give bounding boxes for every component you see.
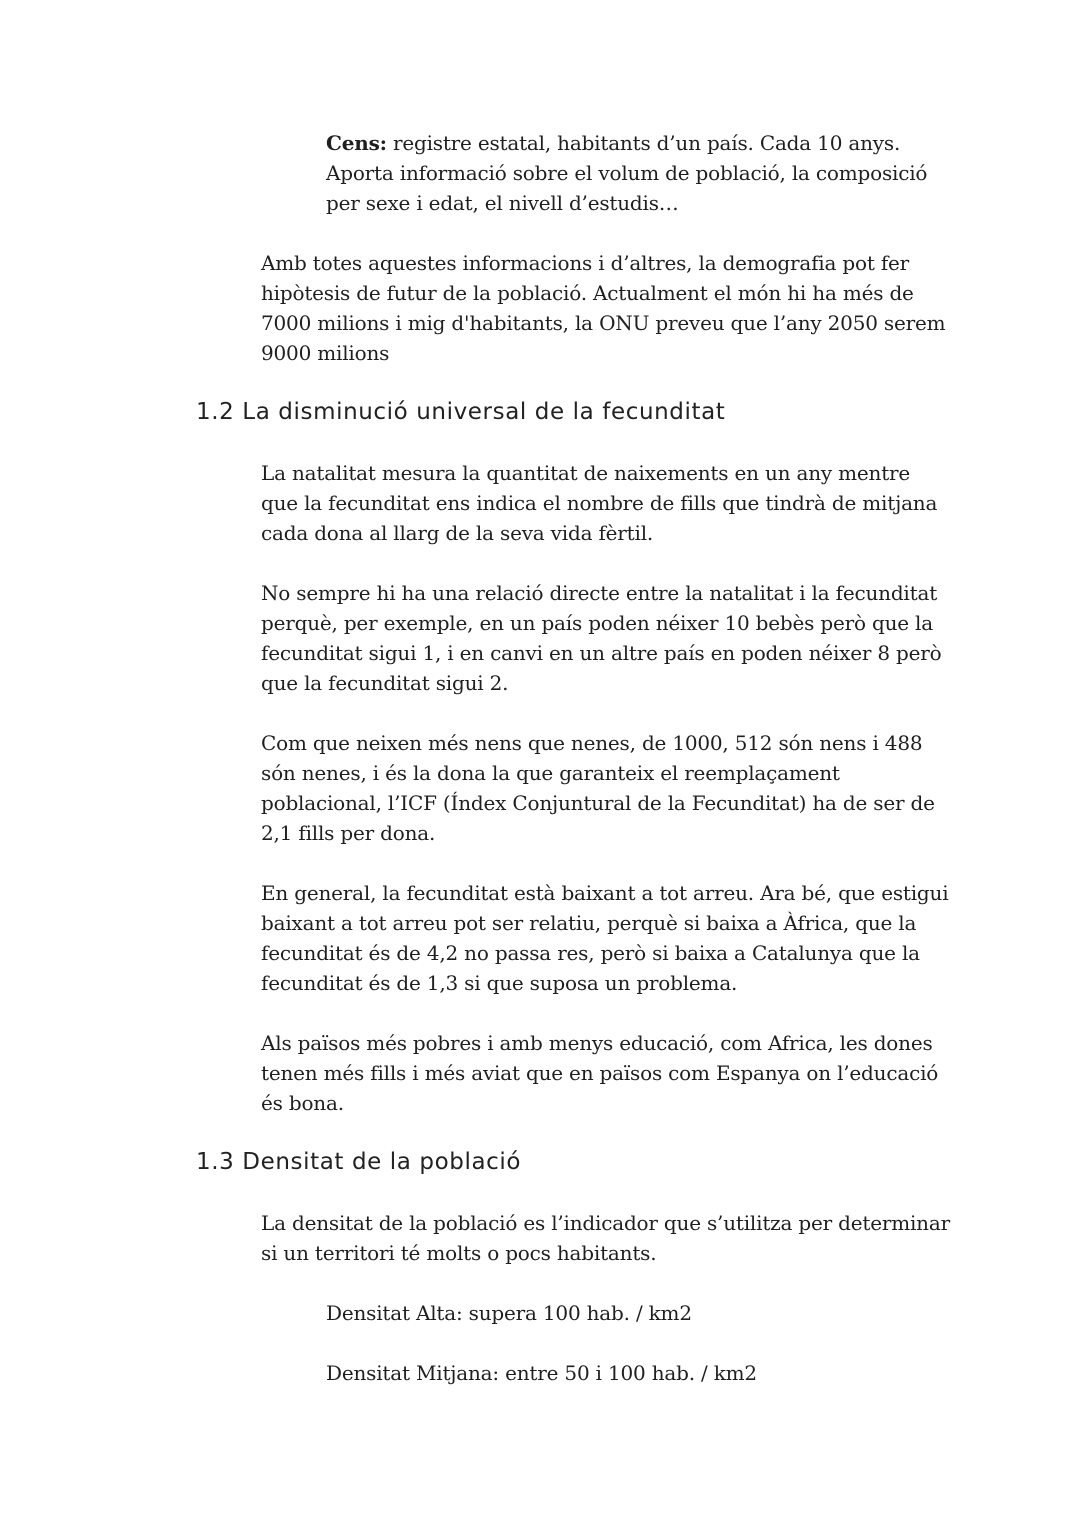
paragraph-paisos: Als països més pobres i amb menys educació, com Africa, les dones tenen més fills i més aviat que en països com Espanya on l’educació és bona. bbox=[261, 1031, 939, 1115]
cens-line-2: Aporta informació sobre el volum de població, la composició bbox=[326, 161, 928, 185]
section-heading-fecunditat: 1.2 La disminució universal de la fecunditat bbox=[196, 399, 726, 425]
cens-line-1: Cens: registre estatal, habitants d’un país. Cada 10 anys. bbox=[326, 131, 901, 155]
densitat-alta: Densitat Alta: supera 100 hab. / km2 bbox=[326, 1301, 692, 1325]
cens-line-3: per sexe i edat, el nivell d’estudis… bbox=[326, 191, 679, 215]
paragraph-icf: Com que neixen més nens que nenes, de 1000, 512 són nens i 488 són nenes, i és la dona la que garanteix el reemplaçament poblacional, l’ICF (Índex Conjuntural de la Fecunditat) ha de ser de 2,1 fills per dona. bbox=[261, 731, 935, 845]
cens-definition bbox=[326, 128, 927, 218]
paragraph-general: En general, la fecunditat està baixant a tot arreu. Ara bé, que estigui baixant a tot arreu pot ser relatiu, perquè si baixa a Àfrica, que la fecunditat és de 4,2 no passa res, però si baixa a Catalunya que la fecunditat és de 1,3 si que suposa un problema. bbox=[261, 881, 949, 995]
densitat-mitjana: Densitat Mitjana: entre 50 i 100 hab. / km2 bbox=[326, 1361, 757, 1385]
paragraph-relacio: No sempre hi ha una relació directe entre la natalitat i la fecunditat perquè, per exemple, en un país poden néixer 10 bebès però que la fecunditat sigui 1, i en canvi en un altre país en poden néixer 8 però que la fecunditat sigui 2. bbox=[261, 581, 942, 695]
paragraph-densitat: La densitat de la població es l’indicador que s’utilitza per determinar si un territori té molts o pocs habitants. bbox=[261, 1211, 950, 1265]
cens-term: Cens: bbox=[326, 131, 387, 155]
intro-paragraph: Amb totes aquestes informacions i d’altres, la demografia pot fer hipòtesis de futur de la població. Actualment el món hi ha més de 7000 milions i mig d'habitants, la ONU preveu que l’any 2050 serem 9000 milions bbox=[261, 251, 946, 365]
section-heading-densitat: 1.3 Densitat de la població bbox=[196, 1149, 522, 1175]
paragraph-natalitat: La natalitat mesura la quantitat de naixements en un any mentre que la fecunditat ens indica el nombre de fills que tindrà de mitjana cada dona al llarg de la seva vida fèrtil. bbox=[261, 461, 938, 545]
